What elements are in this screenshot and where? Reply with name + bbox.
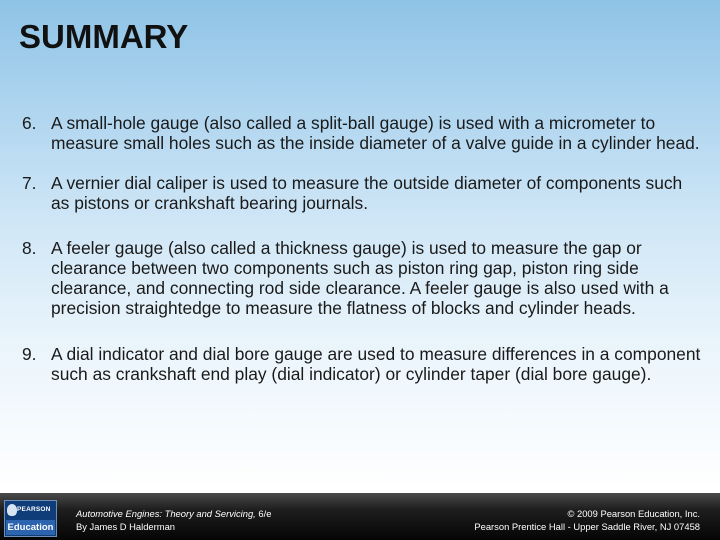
item-text: A small-hole gauge (also called a split-ball gauge) is used with a micrometer to measure small holes such as the inside diameter of a valve guide in a cylinder head. [51, 113, 700, 153]
item-text: A vernier dial caliper is used to measure the outside diameter of components such as pistons or crankshaft bearing journals. [51, 173, 683, 213]
book-author: By James D Halderman [76, 521, 175, 532]
slide-title: SUMMARY [19, 18, 189, 55]
publisher-line: Pearson Prentice Hall - Upper Saddle River, NJ 07458 [474, 521, 700, 532]
pearson-mark-icon [7, 504, 17, 516]
item-number: 8. [22, 238, 37, 258]
logo-subtitle: Education [7, 522, 54, 533]
item-text: A dial indicator and dial bore gauge are used to measure differences in a component such as crankshaft end play (dial indicator) or cylinder taper (dial bore gauge). [51, 344, 701, 384]
item-number: 9. [22, 344, 37, 364]
book-title: Automotive Engines: Theory and Servicing, [76, 508, 256, 519]
summary-item-6 [22, 113, 702, 153]
book-edition: 6/e [258, 508, 272, 519]
copyright-line: © 2009 Pearson Education, Inc. [567, 508, 700, 519]
footer-copyright [474, 507, 700, 533]
summary-item-9 [22, 344, 702, 384]
item-number: 7. [22, 173, 37, 193]
logo-wordmark: PEARSON [17, 506, 51, 513]
pearson-logo [4, 500, 57, 537]
summary-item-8 [22, 238, 702, 318]
item-number: 6. [22, 113, 37, 133]
summary-list [22, 113, 702, 384]
footer-book-info [76, 507, 271, 533]
summary-item-7 [22, 173, 702, 213]
item-text: A feeler gauge (also called a thickness gauge) is used to measure the gap or clearance between two components such as piston ring gap, piston ring side clearance, and connecting rod side clearance. A feeler gauge is also used with a precision straightedge to measure the flatness of blocks and cylinder heads. [51, 238, 669, 318]
